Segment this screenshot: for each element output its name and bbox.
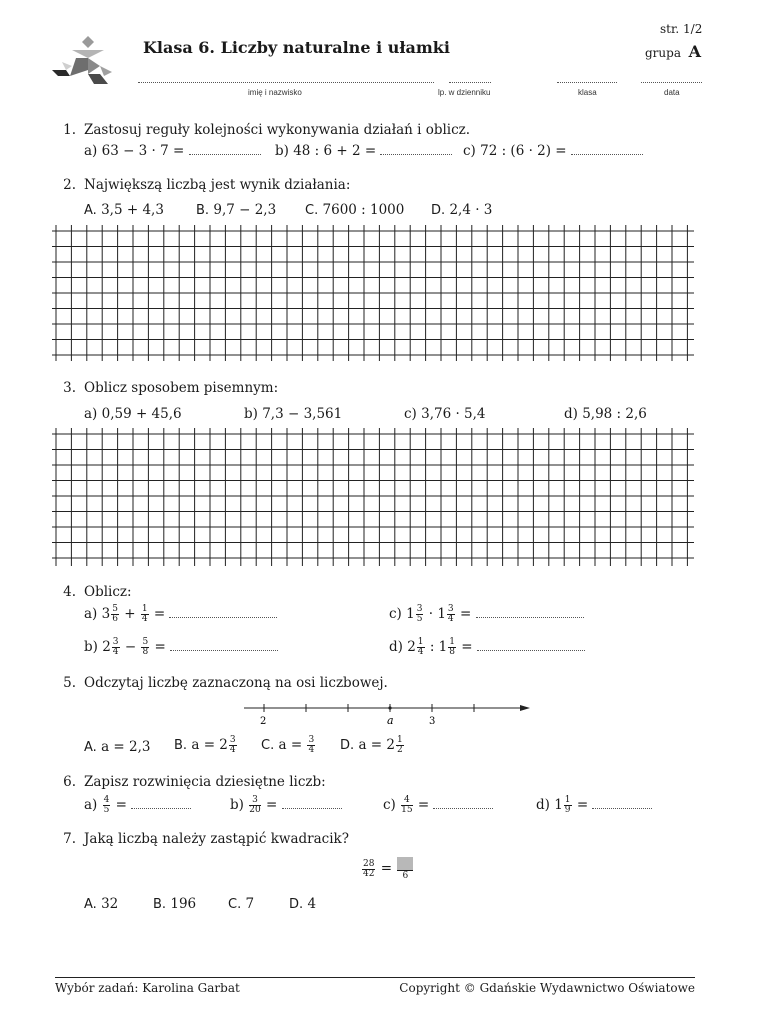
q6-c-answer[interactable]: [433, 798, 493, 809]
q2-work-grid[interactable]: [52, 225, 694, 361]
q2-option-c[interactable]: C. 7600 : 1000: [305, 202, 405, 218]
class-field[interactable]: [557, 72, 617, 83]
fraction: $\frac{3}{4}$: [112, 637, 119, 657]
fraction: $\frac{5}{8}$: [142, 637, 149, 657]
q3-item-b: b) 7,3 − 3,561: [244, 406, 343, 422]
q7-equation: $\frac{28}{42}$ = 6: [361, 857, 414, 881]
q6-item-d: d) 1 $\frac{1}{9}$ =: [536, 796, 652, 815]
fraction: $\frac{3}{4}$: [447, 604, 454, 624]
q1-item-b: b) 48 : 6 + 2 =: [275, 143, 452, 159]
fraction: $\frac{28}{42}$: [363, 858, 375, 879]
date-field-label: data: [664, 88, 680, 97]
q5-option-c[interactable]: C. a = $\frac{3}{4}$: [261, 735, 315, 755]
q2-option-a[interactable]: A. 3,5 + 4,3: [84, 202, 164, 218]
group-label: grupa A: [645, 42, 702, 61]
q7-option-a[interactable]: A. 32: [84, 896, 119, 912]
fraction: $\frac{3}{5}$: [416, 604, 423, 624]
axis-label-a: a: [387, 714, 394, 727]
q6-d-answer[interactable]: [592, 798, 652, 809]
fraction: $\frac{4}{15}$: [401, 795, 413, 815]
q6-b-answer[interactable]: [282, 798, 342, 809]
axis-label-2: 2: [260, 716, 267, 727]
q4-prompt: 4. Oblicz:: [63, 584, 132, 600]
q4-item-c: c) 1 $\frac{3}{5}$ · 1 $\frac{3}{4}$ =: [389, 605, 584, 624]
fraction: $\frac{1}{8}$: [449, 637, 455, 657]
q2-option-b[interactable]: B. 9,7 − 2,3: [196, 202, 277, 218]
q7-option-d[interactable]: D. 4: [289, 896, 317, 912]
fraction: $\frac{1}{2}$: [397, 735, 403, 755]
axis-label-3: 3: [429, 716, 436, 727]
footer-divider: [55, 977, 695, 978]
q4-item-b: b) 2 $\frac{3}{4}$ − $\frac{5}{8}$ =: [84, 638, 278, 657]
fraction: $\frac{1}{4}$: [141, 604, 148, 624]
q4-item-a: a) 3 $\frac{5}{6}$ + $\frac{1}{4}$ =: [84, 605, 277, 624]
fraction: $\frac{1}{9}$: [564, 795, 571, 815]
fraction: $\frac{4}{5}$: [103, 795, 110, 815]
name-field[interactable]: [138, 72, 434, 83]
q7-option-c[interactable]: C. 7: [228, 896, 255, 912]
q1-b-answer[interactable]: [380, 144, 452, 155]
journal-number-field-label: lp. w dzienniku: [438, 88, 491, 97]
q3-item-a: a) 0,59 + 45,6: [84, 406, 182, 422]
q1-c-answer[interactable]: [571, 144, 643, 155]
fraction: $\frac{1}{4}$: [417, 637, 424, 657]
fraction: 6: [397, 857, 413, 881]
q6-item-b: b) $\frac{3}{20}$ =: [230, 796, 342, 815]
footer-author: Wybór zadań: Karolina Garbat: [55, 981, 240, 995]
fraction: $\frac{3}{4}$: [229, 735, 236, 755]
q3-item-d: d) 5,98 : 2,6: [564, 406, 647, 422]
q6-prompt: 6. Zapisz rozwinięcia dziesiętne liczb:: [63, 774, 326, 790]
q6-item-c: c) $\frac{4}{15}$ =: [383, 796, 493, 815]
q6-item-a: a) $\frac{4}{5}$ =: [84, 796, 191, 815]
publisher-logo: [48, 32, 116, 88]
q2-option-d[interactable]: D. 2,4 · 3: [431, 202, 493, 218]
q5-prompt: 5. Odczytaj liczbę zaznaczoną na osi liczbowej.: [63, 675, 388, 691]
q1-item-a: a) 63 − 3 · 7 =: [84, 143, 261, 159]
fraction: $\frac{5}{6}$: [112, 604, 118, 624]
q1-prompt: 1. Zastosuj reguły kolejności wykonywania działań i oblicz.: [63, 122, 471, 138]
fraction: $\frac{3}{20}$: [249, 795, 261, 815]
fraction: $\frac{3}{4}$: [308, 735, 315, 755]
blank-square: [397, 857, 413, 871]
journal-number-field[interactable]: [449, 72, 491, 83]
page-number: str. 1/2: [660, 22, 703, 36]
q5-option-b[interactable]: B. a = 2 $\frac{3}{4}$: [174, 735, 236, 755]
q4-d-answer[interactable]: [477, 640, 585, 651]
footer-copyright: Copyright © Gdańskie Wydawnictwo Oświatowe: [399, 981, 695, 995]
q1-item-c: c) 72 : (6 · 2) =: [463, 143, 643, 159]
q2-prompt: 2. Największą liczbą jest wynik działania:: [63, 177, 351, 193]
number-line: [240, 700, 535, 730]
class-field-label: klasa: [578, 88, 597, 97]
name-field-label: imię i nazwisko: [248, 88, 302, 97]
q7-prompt: 7. Jaką liczbą należy zastąpić kwadracik?: [63, 831, 349, 847]
q4-c-answer[interactable]: [476, 607, 584, 618]
q4-a-answer[interactable]: [169, 607, 277, 618]
q5-option-d[interactable]: D. a = 2 $\frac{1}{2}$: [340, 735, 403, 755]
q4-b-answer[interactable]: [170, 640, 278, 651]
q3-item-c: c) 3,76 · 5,4: [404, 406, 486, 422]
date-field[interactable]: [641, 72, 702, 83]
page-title: Klasa 6. Liczby naturalne i ułamki: [143, 38, 450, 57]
q5-option-a[interactable]: A. a = 2,3: [84, 739, 151, 755]
q3-work-grid[interactable]: [52, 428, 694, 566]
q1-a-answer[interactable]: [189, 144, 261, 155]
q4-item-d: d) 2 $\frac{1}{4}$ : 1 $\frac{1}{8}$ =: [389, 638, 585, 657]
q3-prompt: 3. Oblicz sposobem pisemnym:: [63, 380, 279, 396]
q7-option-b[interactable]: B. 196: [153, 896, 197, 912]
q6-a-answer[interactable]: [131, 798, 191, 809]
